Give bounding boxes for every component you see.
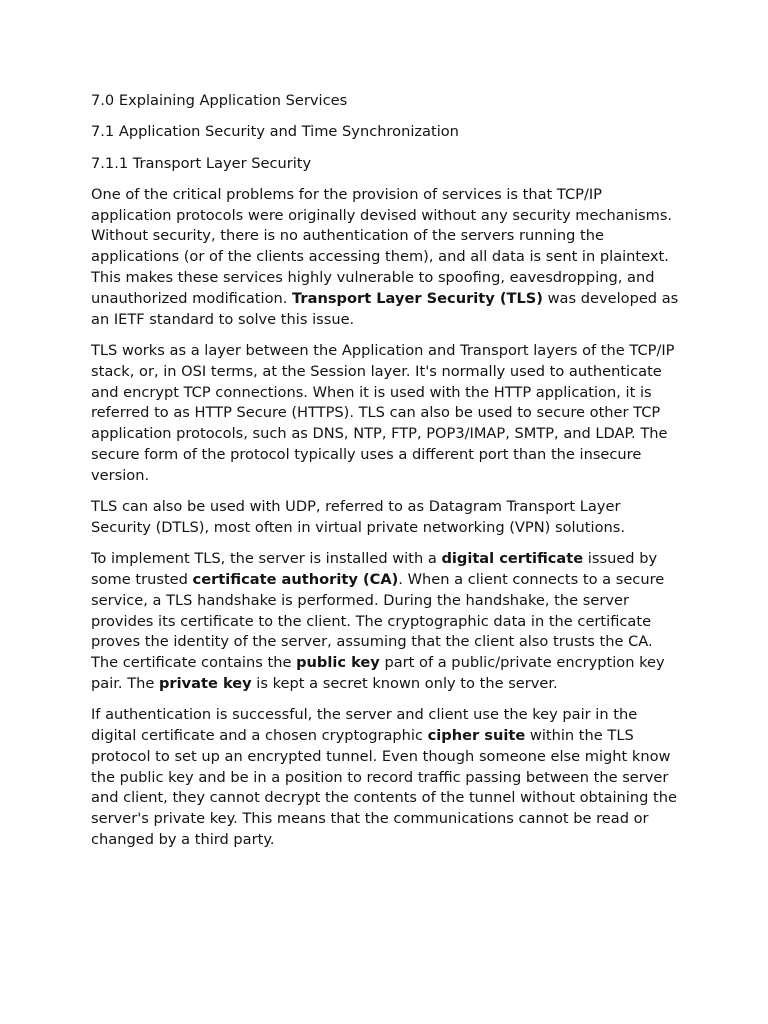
term-digital-certificate: digital certificate (441, 550, 584, 568)
text-run: TLS works as a layer between the Application and Transport layers of the TCP/IP stack, or, in OSI terms, at the Session layer. It's normally used to authenticate and encrypt TCP connections. When it is used with the HTTP application, it is referred to as HTTP Secure (HTTPS). TLS can also be used to secure other TCP application protocols, such as DNS, NTP, FTP, POP3/IMAP, SMTP, and LDAP. The secure form of the protocol typically uses a different port than the insecure version. (91, 341, 675, 484)
term-tls: Transport Layer Security (TLS) (292, 289, 543, 307)
paragraph-dtls (91, 497, 683, 539)
text-run: part of a public/private encryption key pair. The (91, 654, 665, 692)
text-run: was developed as an IETF standard to solve this issue. (91, 289, 679, 328)
text-run: issued by some trusted (91, 550, 658, 588)
text-run: If authentication is successful, the server and client use the key pair in the digital certificate and a chosen cryptographic (91, 706, 638, 745)
text-run: One of the critical problems for the provision of services is that TCP/IP application protocols were originally devised without any security mechanisms. Without security, there is no authentication of the servers running the applications (or of the clients accessing them), and all data is sent in plaintext. This makes these services highly vulnerable to spoofing, eavesdropping, and unauthorized modification. (91, 185, 673, 307)
section-heading: 7.1 Application Security and Time Synchronization (91, 123, 459, 141)
paragraph-encrypted-tunnel (91, 705, 683, 851)
term-public-key: public key (296, 654, 380, 672)
text-run: TLS can also be used with UDP, referred to as Datagram Transport Layer Security (DTLS), most often in virtual private networking (VPN) solutions. (91, 498, 625, 536)
text-run: is kept a secret known only to the server. (251, 674, 558, 692)
text-run: within the TLS protocol to set up an encrypted tunnel. Even though someone else might know the public key and be in a position to record traffic passing between the server and client, they cannot decrypt the contents of the tunnel without obtaining the server's private key. This means that the communications cannot be read or changed by a third party. (91, 727, 677, 848)
paragraph-tls-intro (91, 185, 683, 331)
paragraph-certificates (91, 549, 683, 695)
term-certificate-authority: certificate authority (CA) (192, 570, 399, 588)
text-run: . When a client connects to a secure service, a TLS handshake is performed. During the handshake, the server provides its certificate to the client. The cryptographic data in the certificate proves the identity of the server, assuming that the client also trusts the CA. The certificate contains the (91, 570, 665, 672)
text-run: To implement TLS, the server is installed with a (91, 550, 442, 568)
term-private-key: private key (158, 674, 252, 692)
subsection-heading: 7.1.1 Transport Layer Security (91, 154, 312, 172)
chapter-heading: 7.0 Explaining Application Services (91, 92, 348, 109)
document-page (91, 91, 683, 861)
paragraph-tls-layer (91, 341, 683, 487)
term-cipher-suite: cipher suite (427, 727, 526, 745)
